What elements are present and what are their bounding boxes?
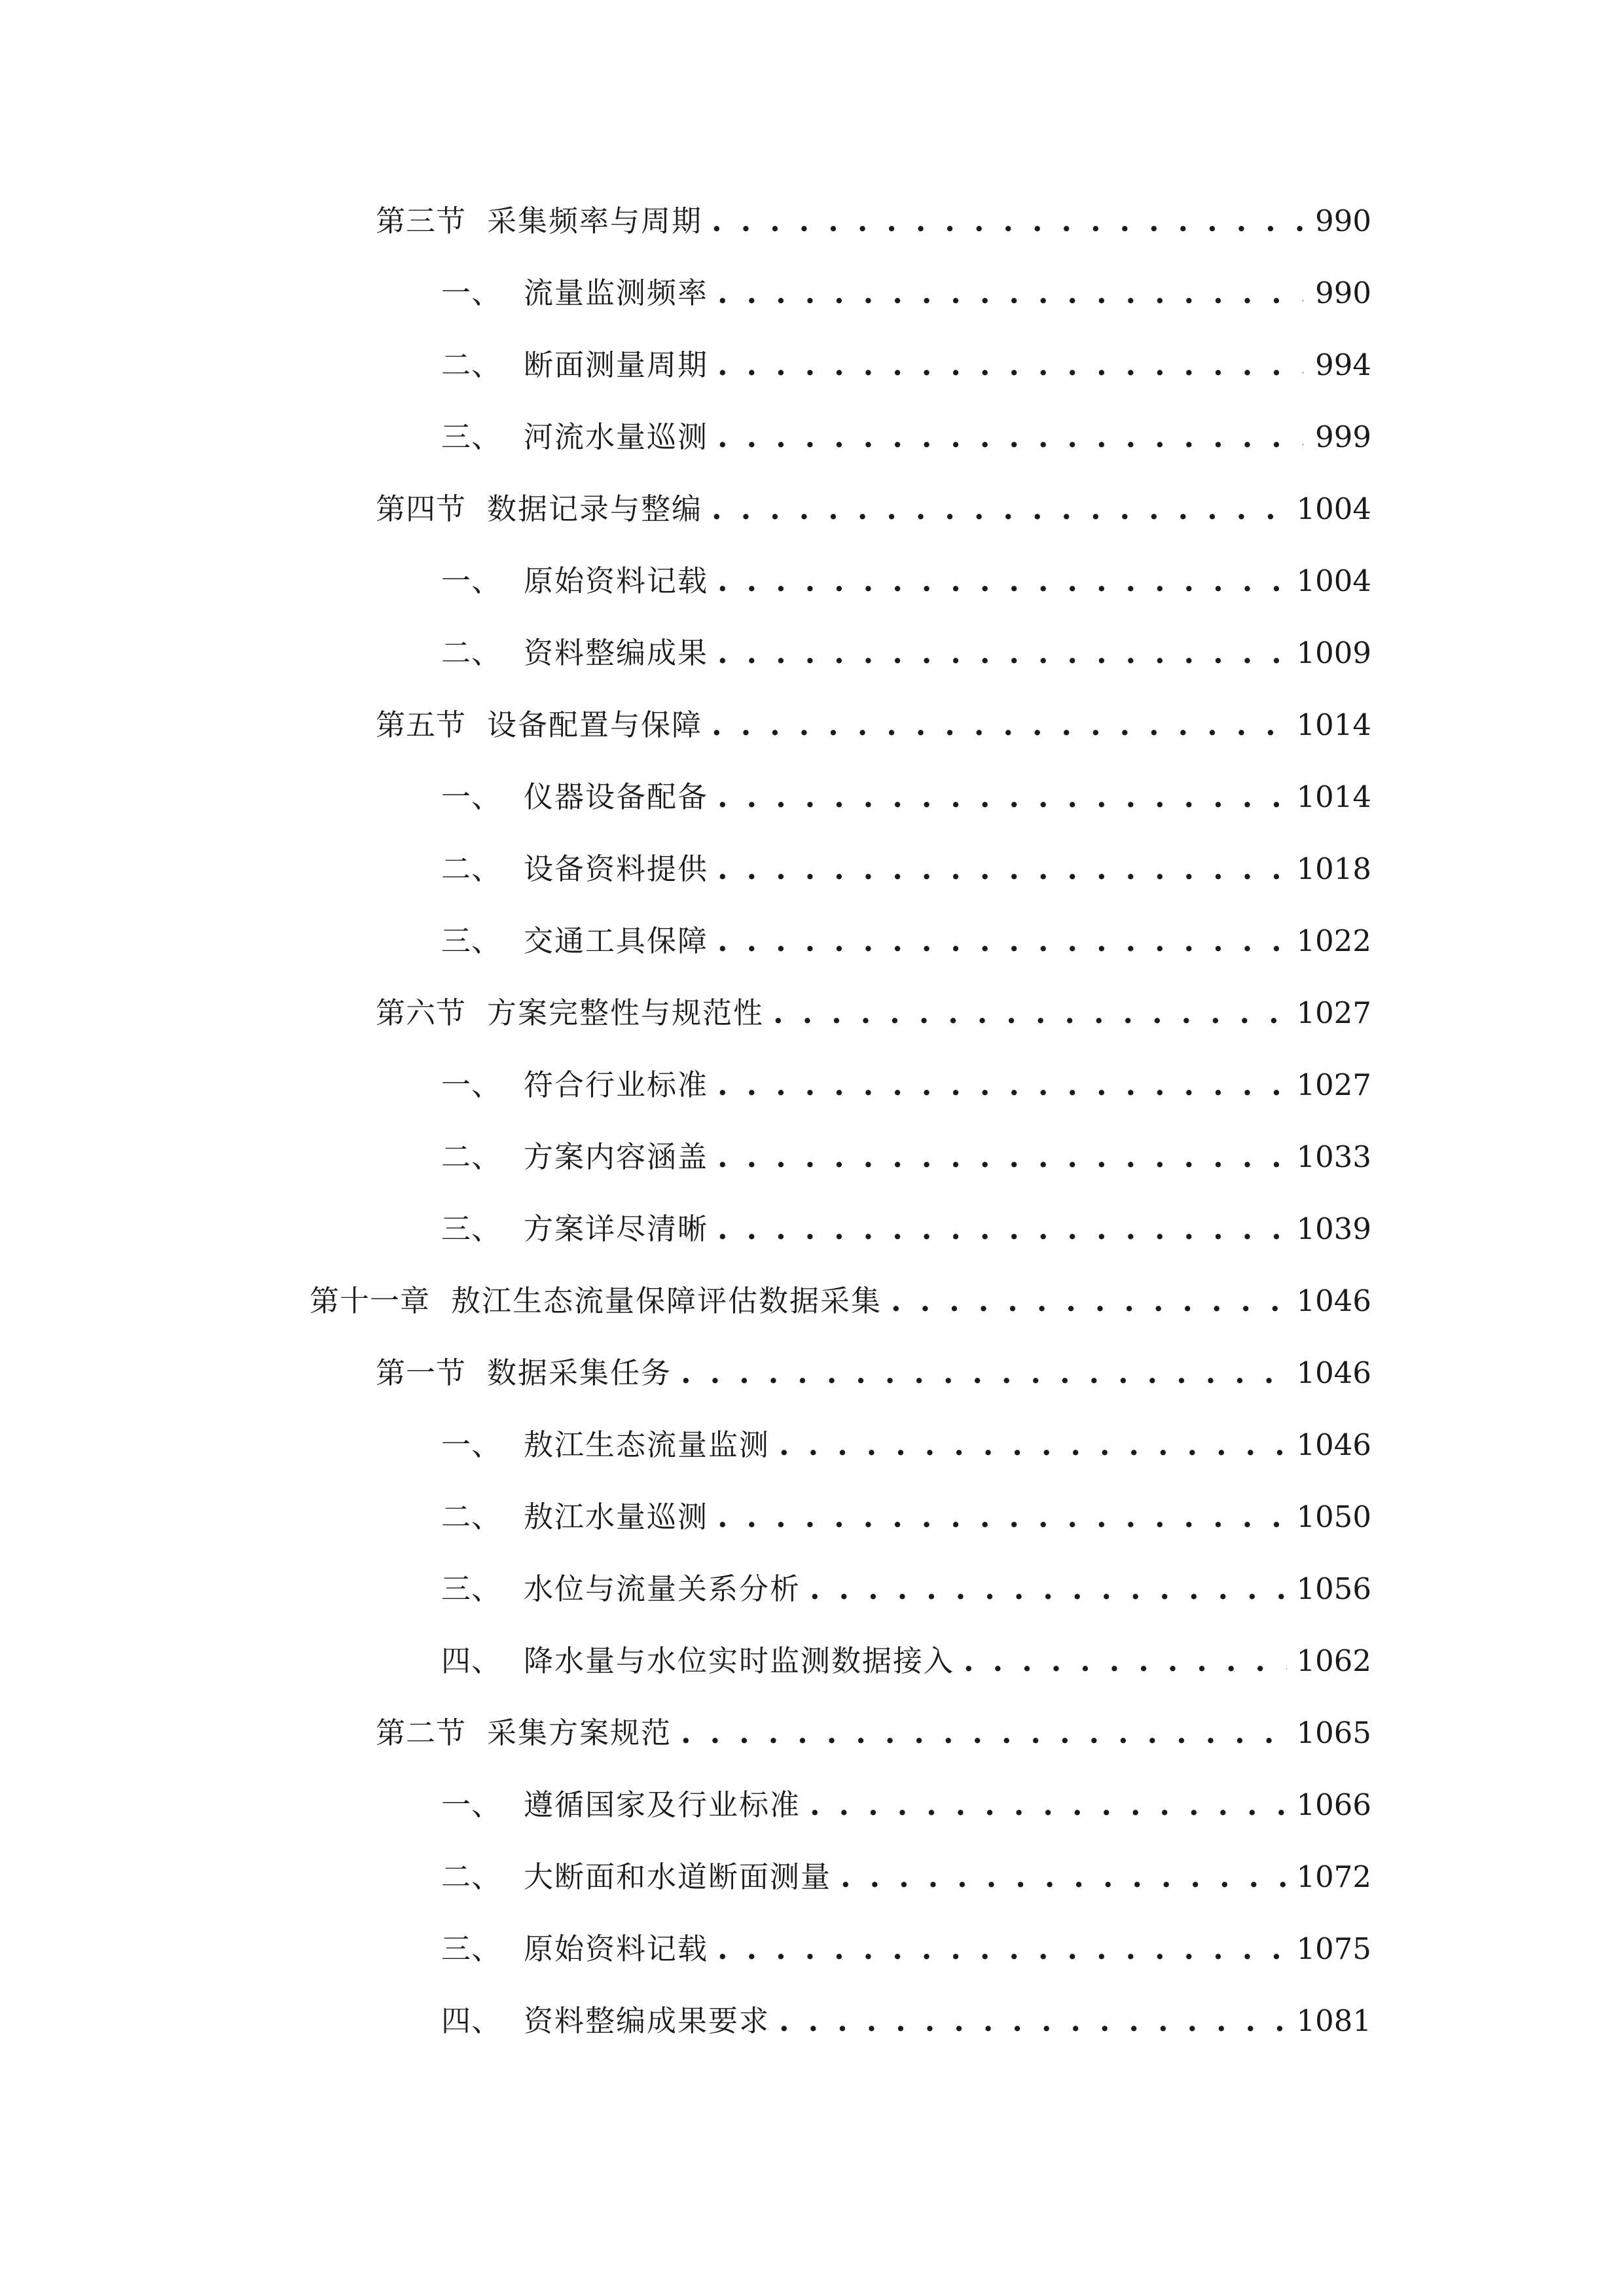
toc-entry-number: 二、 (441, 1139, 502, 1174)
toc-entry-number: 第三节 (376, 204, 467, 238)
toc-entry-number: 二、 (441, 1859, 502, 1894)
toc-entry-page: 1004 (1296, 564, 1371, 598)
toc-entry-page: 1072 (1296, 1859, 1371, 1894)
toc-entry[interactable] (0, 761, 1624, 833)
toc-entry-number: 二、 (441, 852, 502, 886)
toc-entry[interactable] (0, 185, 1624, 257)
toc-entry-title: 降水量与水位实时监测数据接入 (524, 1643, 955, 1678)
toc-entry-page: 1046 (1296, 1427, 1371, 1462)
toc-dot-leader (717, 274, 1303, 313)
toc-entry[interactable] (0, 1049, 1624, 1121)
toc-entry-page: 1022 (1296, 924, 1371, 958)
toc-entry-page: 1075 (1296, 1931, 1371, 1966)
toc-entry-number: 四、 (441, 1643, 502, 1678)
toc-entry-title: 资料整编成果要求 (524, 2003, 770, 2038)
toc-entry-title: 采集方案规范 (487, 1715, 672, 1750)
toc-entry-number: 第四节 (376, 492, 467, 526)
table-of-contents (0, 185, 1624, 2057)
toc-entry-page: 1046 (1296, 1355, 1371, 1390)
toc-dot-leader (779, 1426, 1287, 1465)
toc-entry-title: 交通工具保障 (524, 924, 709, 958)
toc-entry[interactable] (0, 257, 1624, 329)
toc-dot-leader (717, 1498, 1287, 1537)
toc-dot-leader (717, 562, 1287, 601)
toc-entry-number: 第二节 (376, 1715, 467, 1750)
toc-entry-page: 1056 (1296, 1571, 1371, 1606)
toc-entry-number: 一、 (441, 1787, 502, 1822)
toc-entry[interactable] (0, 1697, 1624, 1769)
toc-entry-title: 采集频率与周期 (487, 204, 703, 238)
toc-dot-leader (717, 922, 1287, 961)
toc-entry[interactable] (0, 473, 1624, 545)
toc-entry[interactable] (0, 1841, 1624, 1913)
toc-entry-title: 方案详尽清晰 (524, 1211, 709, 1246)
toc-entry-number: 第十一章 (310, 1283, 431, 1318)
toc-entry-title: 方案内容涵盖 (524, 1139, 709, 1174)
toc-entry-page: 1009 (1296, 636, 1371, 670)
toc-entry-title: 敖江生态流量保障评估数据采集 (451, 1283, 882, 1318)
toc-entry[interactable] (0, 1337, 1624, 1409)
toc-entry-title: 敖江水量巡测 (524, 1499, 709, 1534)
toc-entry-title: 流量监测频率 (524, 276, 709, 310)
toc-entry-number: 二、 (441, 1499, 502, 1534)
toc-dot-leader (717, 418, 1303, 457)
toc-entry[interactable] (0, 833, 1624, 905)
toc-entry-number: 一、 (441, 276, 502, 310)
toc-entry[interactable] (0, 1193, 1624, 1265)
toc-entry-page: 1033 (1296, 1139, 1371, 1174)
toc-dot-leader (810, 1785, 1287, 1825)
toc-entry-page: 1004 (1296, 492, 1371, 526)
toc-entry[interactable] (0, 1985, 1624, 2057)
toc-entry-page: 1050 (1296, 1499, 1371, 1534)
toc-entry-title: 方案完整性与规范性 (487, 996, 765, 1030)
toc-entry[interactable] (0, 689, 1624, 761)
toc-entry-title: 原始资料记载 (524, 1931, 709, 1966)
toc-entry-page: 1018 (1296, 852, 1371, 886)
toc-entry[interactable] (0, 1481, 1624, 1553)
toc-entry-page: 1066 (1296, 1787, 1371, 1822)
toc-entry-page: 994 (1315, 348, 1371, 382)
toc-entry-title: 符合行业标准 (524, 1067, 709, 1102)
toc-dot-leader (712, 202, 1303, 241)
toc-dot-leader (773, 994, 1287, 1033)
toc-dot-leader (712, 490, 1287, 529)
toc-dot-leader (681, 1354, 1287, 1393)
toc-entry-title: 断面测量周期 (524, 348, 709, 382)
toc-entry[interactable] (0, 905, 1624, 977)
toc-entry[interactable] (0, 1913, 1624, 1985)
toc-entry-page: 999 (1315, 420, 1371, 454)
toc-entry-title: 数据采集任务 (487, 1355, 672, 1390)
toc-dot-leader (717, 850, 1287, 889)
toc-entry[interactable] (0, 401, 1624, 473)
toc-entry-number: 一、 (441, 564, 502, 598)
toc-entry-number: 一、 (441, 780, 502, 814)
toc-entry-page: 1081 (1296, 2003, 1371, 2038)
toc-entry-title: 水位与流量关系分析 (524, 1571, 801, 1606)
toc-entry[interactable] (0, 977, 1624, 1049)
toc-entry-number: 二、 (441, 348, 502, 382)
toc-dot-leader (717, 778, 1287, 817)
toc-entry-number: 三、 (441, 1211, 502, 1246)
toc-entry-number: 一、 (441, 1067, 502, 1102)
toc-entry[interactable] (0, 617, 1624, 689)
toc-entry-title: 大断面和水道断面测量 (524, 1859, 832, 1894)
toc-dot-leader (779, 2001, 1287, 2041)
toc-entry-title: 设备配置与保障 (487, 708, 703, 742)
toc-entry-page: 1046 (1296, 1283, 1371, 1318)
toc-entry[interactable] (0, 1265, 1624, 1337)
toc-entry-page: 1062 (1296, 1643, 1371, 1678)
toc-entry-title: 设备资料提供 (524, 852, 709, 886)
toc-entry-number: 三、 (441, 1931, 502, 1966)
toc-dot-leader (717, 1066, 1287, 1105)
toc-entry-number: 四、 (441, 2003, 502, 2038)
toc-entry-page: 1014 (1296, 780, 1371, 814)
toc-dot-leader (840, 1857, 1287, 1897)
toc-entry[interactable] (0, 1121, 1624, 1193)
toc-entry-title: 遵循国家及行业标准 (524, 1787, 801, 1822)
toc-entry-page: 1014 (1296, 708, 1371, 742)
toc-dot-leader (712, 706, 1287, 745)
toc-entry-number: 第一节 (376, 1355, 467, 1390)
toc-entry[interactable] (0, 1553, 1624, 1625)
toc-entry-page: 1027 (1296, 1067, 1371, 1102)
toc-dot-leader (717, 1210, 1287, 1249)
toc-entry-page: 1027 (1296, 996, 1371, 1030)
toc-dot-leader (717, 634, 1287, 673)
toc-entry-number: 三、 (441, 924, 502, 958)
toc-entry-number: 第五节 (376, 708, 467, 742)
toc-entry-page: 990 (1315, 276, 1371, 310)
toc-dot-leader (717, 1138, 1287, 1177)
toc-dot-leader (964, 1641, 1287, 1681)
toc-entry-number: 二、 (441, 636, 502, 670)
toc-entry-page: 990 (1315, 204, 1371, 238)
toc-dot-leader (681, 1713, 1287, 1753)
toc-entry[interactable] (0, 1409, 1624, 1481)
toc-entry-title: 数据记录与整编 (487, 492, 703, 526)
toc-dot-leader (891, 1282, 1287, 1321)
toc-entry-number: 第六节 (376, 996, 467, 1030)
toc-entry-number: 三、 (441, 420, 502, 454)
toc-entry-number: 一、 (441, 1427, 502, 1462)
toc-entry[interactable] (0, 1625, 1624, 1697)
toc-entry-page: 1065 (1296, 1715, 1371, 1750)
toc-dot-leader (717, 346, 1303, 385)
toc-entry-title: 原始资料记载 (524, 564, 709, 598)
toc-entry[interactable] (0, 329, 1624, 401)
toc-entry-number: 三、 (441, 1571, 502, 1606)
toc-entry-title: 资料整编成果 (524, 636, 709, 670)
toc-entry-title: 仪器设备配备 (524, 780, 709, 814)
toc-entry-page: 1039 (1296, 1211, 1371, 1246)
toc-entry[interactable] (0, 545, 1624, 617)
toc-dot-leader (717, 1929, 1287, 1969)
toc-entry[interactable] (0, 1769, 1624, 1841)
toc-entry-title: 河流水量巡测 (524, 420, 709, 454)
toc-dot-leader (810, 1570, 1287, 1609)
toc-entry-title: 敖江生态流量监测 (524, 1427, 770, 1462)
